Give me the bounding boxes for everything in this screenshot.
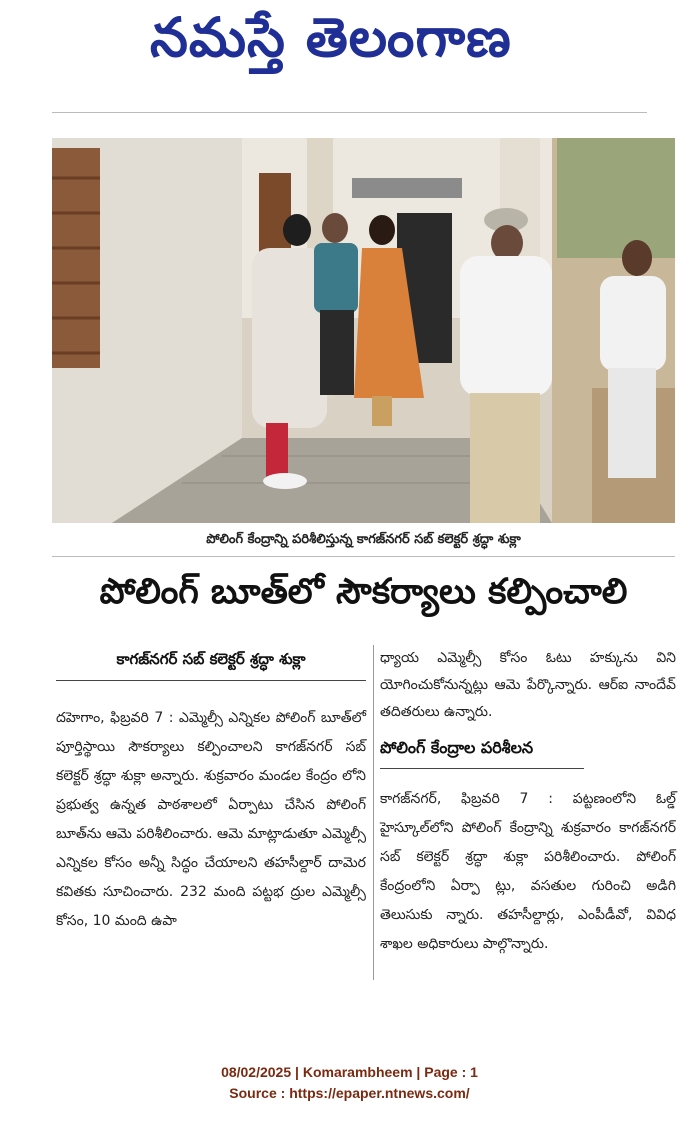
newspaper-title: నమస్తే తెలంగాణ [150, 6, 512, 69]
subhead-rule [380, 768, 584, 769]
masthead [0, 0, 699, 80]
footer-date-edition: 08/02/2025 | Komarambheem | Page : 1 [221, 1064, 478, 1080]
article-body-right-top: ధ్యాయ ఎమ్మెల్సీ కోసం ఓటు హక్కును విని యోగించుకోనున్నట్లు ఆమె పేర్కొన్నారు. ఆర్‌ఐ నాందేవ్ తదితరులు ఉన్నారు. [380, 650, 676, 720]
news-photo [52, 138, 675, 523]
photo-caption: పోలింగ్ కేంద్రాన్ని పరిశీలిస్తున్న కాగజ్‌నగర్ సబ్ కలెక్టర్ శ్రద్ధా శుక్లా [206, 532, 521, 547]
article-subhead: పోలింగ్ కేంద్రాల పరిశీలన [380, 738, 534, 757]
masthead-rule [52, 112, 647, 113]
polling-booth-photo [52, 138, 675, 523]
byline-rule [56, 680, 366, 681]
article-body-right: కాగజ్‌నగర్, ఫిబ్రవరి 7 : పట్టణంలోని ఓల్డ్ హైస్కూల్‌లోని పోలింగ్ కేంద్రాన్ని శుక్రవారం కాగజ్‌నగర్ సబ్ కలెక్టర్ శ్రద్ధా శుక్లా పరిశీలించారు. పోలింగ్ కేంద్రంలోని ఏర్పా ట్లు, వసతుల గురించి అడిగి తెలుసుకు న్నారు. తహసీల్దార్లు, ఎంపీడీవో, వివిధ శాఖల అధికారులు పాల్గొన్నారు. [380, 791, 676, 952]
footer-source-link[interactable]: Source : https://epaper.ntnews.com/ [229, 1085, 470, 1101]
article-headline: పోలింగ్ బూత్‌లో సౌకర్యాలు కల్పించాలి [99, 572, 628, 612]
article-byline: కాగజ్‌నగర్ సబ్ కలెక్టర్ శ్రద్ధా శుక్లా [116, 650, 306, 668]
page-footer [0, 1062, 699, 1104]
column-divider [373, 645, 374, 980]
caption-rule [52, 556, 675, 557]
article-body-left: దహెగాం, ఫిబ్రవరి 7 : ఎమ్మెల్సీ ఎన్నికల పోలింగ్ బూత్‌లో పూర్తిస్థాయి సౌకర్యాలు కల్పించాలని కాగజ్‌నగర్ సబ్ కలెక్టర్ శ్రద్ధా శుక్లా అన్నారు. శుక్రవారం మండల కేంద్రం లోని ప్రభుత్వ ఉన్నత పాఠశాలలో ఏర్పాటు చేసిన పోలింగ్ బూత్‌ను ఆమె పరిశీలించారు. ఆమె మాట్లాడుతూ ఎమ్మెల్సీ ఎన్నికల కోసం అన్నీ సిద్ధం చేయాలని తహసీల్దార్ దామెర కవితకు సూచించారు. 232 మంది పట్టభ ద్రుల ఎమ్మెల్సీ కోసం, 10 మంది ఉపా [56, 710, 366, 929]
